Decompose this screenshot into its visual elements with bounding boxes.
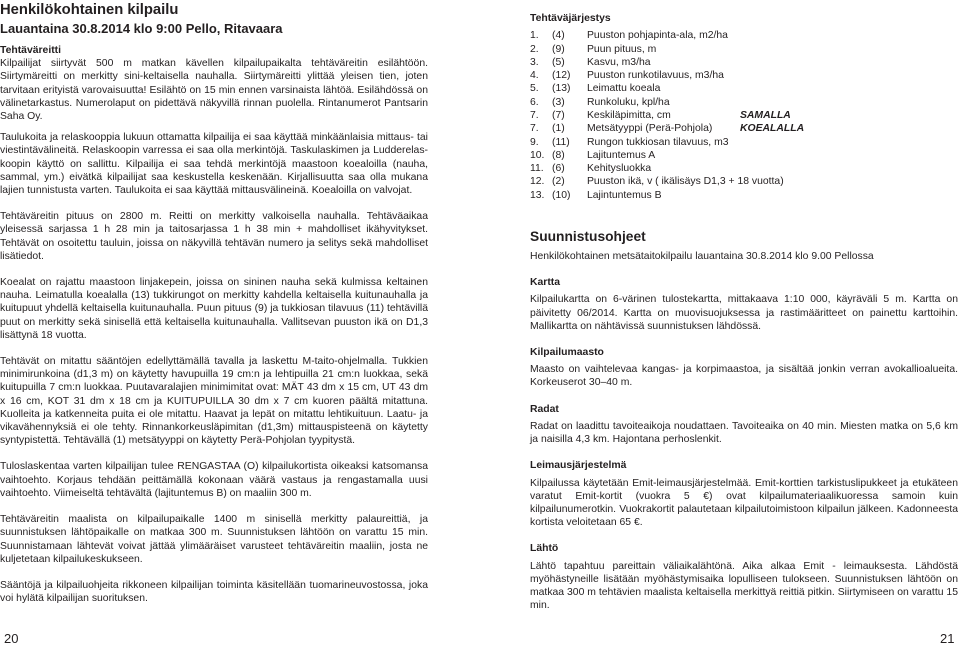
task-number: 5.: [530, 83, 539, 95]
task-order-item: [530, 82, 958, 95]
task-order-item: [530, 43, 958, 56]
task-order-item: [530, 162, 958, 175]
task-code: (9): [552, 43, 565, 55]
task-code: (6): [552, 163, 565, 175]
page-number-right: 21: [940, 631, 955, 646]
task-order-item: [530, 56, 958, 69]
task-code: (2): [552, 176, 565, 188]
task-code: (7): [552, 109, 565, 121]
task-number: 10.: [530, 149, 545, 161]
task-order-item: [530, 175, 958, 188]
task-name: Puuston pohjapinta-ala, m2/ha: [587, 30, 728, 42]
task-number: 9.: [530, 136, 539, 148]
task-number: 12.: [530, 176, 545, 188]
task-name: Lajituntemus A: [587, 149, 656, 161]
task-order-item: [530, 69, 958, 82]
task-name: Puuston ikä, v ( ikälisäys D1,3 + 18 vuotta): [587, 176, 784, 188]
courses-text: Radat on laadittu tavoiteaikoja noudattaen. Tavoiteaika on 40 min. Miesten matka on 5,6 km ja naisilla 4,3 km. Hajontana perhoslenkit.: [530, 420, 958, 446]
paragraph-transfer: Kilpailijat siirtyvät 500 m matkan kävellen kilpailupaikalta tehtäväreitin esilähtöön. Siirtymäreitti on merkitty sini-keltaisella nauhalla. Siirtymäreitti ylittää yleisen tien, joten tarvitaan erityistä varovaisuutta! Esilähtö on 15 min ennen varsinaista lähtöä. Esilähdössä on välinetarkastus. Numerolaput on pidettävä näkyvillä rinnan puolella. Rintanumerot Pantsarin Saha Oy.: [0, 58, 428, 123]
task-code: (12): [552, 70, 571, 82]
page-number-left: 20: [4, 631, 19, 646]
task-order-item: [530, 29, 958, 42]
task-order-item: [530, 96, 958, 109]
task-name: Kehitysluokka: [587, 163, 652, 175]
paragraph-measurements: Tehtävät on mitattu sääntöjen edellyttämällä tavalla ja laskettu M-taito-ohjelmalla. Tukkien minimirunkoina (d1,3 m) on käytetty havupuilla 19 cm:n ja lehtipuilla 21 cm:n luokkaa, sekä kuitupuilla 7 cm:n luokkaa. Puutavaralajien minimimitat ovat: MÄT 43 dm x 15 cm, UT 43 dm x 16 cm, KOT 31 dm x 18 cm ja KUITUPUILLA 30 dm x 7 cm kuoren päältä mitattuna. Kuolleita ja katkenneita puita ei ole mitattu. Haavat ja lepät on mitattu lehtikuituun. Laatu- ja vikavähennyksiä ei ole tehty. Rinnankorkeusläpimitan (d1,3m) mittauspisteenä on käytetty syntypistettä. Tehtävällä (1) metsätyyppi on käytetty Perä-Pohjolan tyypitystä.: [0, 356, 428, 447]
task-number: 13.: [530, 189, 545, 201]
task-order-item: [530, 109, 958, 122]
same-plot-flag: KOEALALLA: [740, 123, 805, 135]
courses-heading: Radat: [530, 403, 559, 415]
task-code: (1): [552, 123, 565, 135]
paragraph-rules: Sääntöjä ja kilpailuohjeita rikkoneen kilpailijan toiminta käsitellään tuomarineuvostossa, joka voi hylätä kilpailijan suorituksen.: [0, 579, 428, 605]
paragraph-finish: Tehtäväreitin maalista on kilpailupaikalle 1400 m sinisellä merkitty palaureittiä, ja suunnistuksen lähtöpaikalle on matkaa 300 m. Suunnistuksen lähtöön on varattu 15 min. Suunnistamaan lähtevät voivat jättää ylimääräiset varusteet tehtäväreitin maaliin, josta ne kuljetetaan kilpailukeskukseen.: [0, 514, 428, 565]
task-order-item: [530, 189, 958, 202]
task-number: 7.: [530, 109, 539, 121]
map-text: Kilpailukartta on 6-värinen tulostekartta, mittakaava 1:10 000, käyräväli 5 m. Kartta on päivitetty 06/2014. Kartta on muovisuojuksessa ja rastimääritteet on painettu karttoihin. Mallikartta on nähtävissä suunnistuksen lähdössä.: [530, 294, 958, 332]
task-name: Leimattu koeala: [587, 83, 661, 95]
task-code: (5): [552, 56, 565, 68]
task-name: Metsätyyppi (Perä-Pohjola): [587, 123, 713, 135]
task-number: 1.: [530, 30, 539, 42]
task-name: Runkoluku, kpl/ha: [587, 96, 670, 108]
start-text: Lähtö tapahtuu pareittain väliaikalähtönä. Aika alkaa Emit - leimauksesta. Lähdöstä myöhästyneille lisätään myöhästymisaika lopulliseen tulokseen. Suunnistuksen lähtöön on matkaa 300 m tehtävien maalista keltaisella merkittyä reittiä pitkin. Siirtymiseen on varattu 15 min.: [530, 560, 958, 612]
orienteering-title: Suunnistusohjeet: [530, 229, 646, 245]
task-code: (4): [552, 30, 565, 42]
orienteering-intro: Henkilökohtainen metsätaitokilpailu lauantaina 30.8.2014 klo 9.00 Pellossa: [530, 251, 874, 263]
paragraph-equipment: Taulukoita ja relaskooppia lukuun ottamatta kilpailija ei saa käyttää minkäänlaisia mittaus- tai viestintävälineitä. Relaskoopin varressa ei saa olla merkintöjä. Taskulaskimen ja Ludderelas-koopin käyttö on sallittu. Kilpailija ei saa tehdä merkintöjä maastoon koealoilla (nauha, sammal, ym.) eivätkä kilpailijat saa keskustella keskenään. Kirjallisuutta saa olla mukana lajien tunnistusta varten. Taulukoita ei saa käyttää mittausvälineinä. Koealoilla on valvojat.: [0, 132, 428, 197]
task-number: 3.: [530, 56, 539, 68]
task-number: 2.: [530, 43, 539, 55]
route-heading: Tehtäväreitti: [0, 45, 62, 56]
task-order-item: [530, 136, 958, 149]
map-heading: Kartta: [530, 277, 561, 289]
paragraph-scoring: Tuloslaskentaa varten kilpailijan tulee RENGASTAA (O) kilpailukortista oikeaksi katsomansa vaihtoehto. Korjaus tehdään peittämällä kokonaan väärä vastaus ja rengastamalla uusi vaihtoehto. Viimeiseltä tehtävältä (lajituntemus B) on maaliin 300 m.: [0, 461, 428, 499]
task-code: (10): [552, 189, 571, 201]
terrain-text: Maasto on vaihtelevaa kangas- ja korpimaastoa, ja sisältää jonkin verran avokallioalueita. Korkeuserot 30–40 m.: [530, 364, 958, 389]
task-order-item: [530, 149, 958, 162]
task-name: Rungon tukkiosan tilavuus, m3: [587, 136, 729, 148]
task-name: Puuston runkotilavuus, m3/ha: [587, 70, 724, 82]
task-code: (11): [552, 136, 570, 148]
left-page: [0, 0, 428, 605]
task-code: (3): [552, 96, 565, 108]
right-page: [530, 12, 958, 612]
task-order-item: [530, 122, 958, 135]
paragraph-plots: Koealat on rajattu maastoon linjakepein, joissa on sininen nauha sekä kulmissa keltainen nauha. Leimatulla koealalla (13) tukkirungot on merkitty kahdella keltaisella kuitunauhalla ja kuitupuut yhdellä keltaisella kuitunauhalla. Puun pituus (9) ja tukkiosan tilavuus (11) tehtävillä puut on merkitty sekä sinisellä että keltaisella kuitunauhalla. Vallitsevan puuston ikä on D1,3 lisättynä 18 vuotta.: [0, 277, 428, 341]
task-code: (8): [552, 149, 565, 161]
task-number: 4.: [530, 70, 539, 82]
task-name: Kasvu, m3/ha: [587, 56, 651, 68]
task-name: Puun pituus, m: [587, 43, 657, 55]
page-title: Henkilökohtainen kilpailu: [0, 2, 179, 18]
paragraph-route-length: Tehtäväreitin pituus on 2800 m. Reitti on merkitty valkoisella nauhalla. Tehtäväaikaa yleisessä sarjassa 1 h 28 min ja taitosarjassa 1 h 38 min + mahdolliset ikähyvitykset. Tehtävät on osoitettu tauluin, joissa on näkyvillä tehtävän numero ja selitys sekä mahdolliset lisätiedot.: [0, 211, 428, 262]
same-plot-flag: SAMALLA: [740, 109, 791, 121]
task-number: 6.: [530, 96, 539, 108]
task-number: 11.: [530, 163, 544, 175]
task-order-heading: Tehtäväjärjestys: [530, 13, 611, 24]
task-number: 7.: [530, 123, 539, 135]
punching-text: Kilpailussa käytetään Emit-leimausjärjestelmää. Emit-korttien tarkistuslipukkeet ja etukäteen varatut Emit-kortit (vuokra 5 €) ovat kilpailumateriaalikuoressa samoin kuin kilpailunumerotkin. Vuokrakortit palautetaan kilpailutoimistoon kilpailun jälkeen. Kadonneesta kortista veloitetaan 65 €.: [530, 477, 958, 529]
punching-heading: Leimausjärjestelmä: [530, 460, 627, 472]
task-code: (13): [552, 83, 571, 95]
event-subtitle: Lauantaina 30.8.2014 klo 9:00 Pello, Ritavaara: [0, 21, 283, 36]
terrain-heading: Kilpailumaasto: [530, 347, 604, 359]
start-heading: Lähtö: [530, 543, 559, 555]
task-name: Keskiläpimitta, cm: [587, 109, 671, 121]
task-order-list: [530, 29, 958, 202]
task-name: Lajintuntemus B: [587, 189, 662, 201]
